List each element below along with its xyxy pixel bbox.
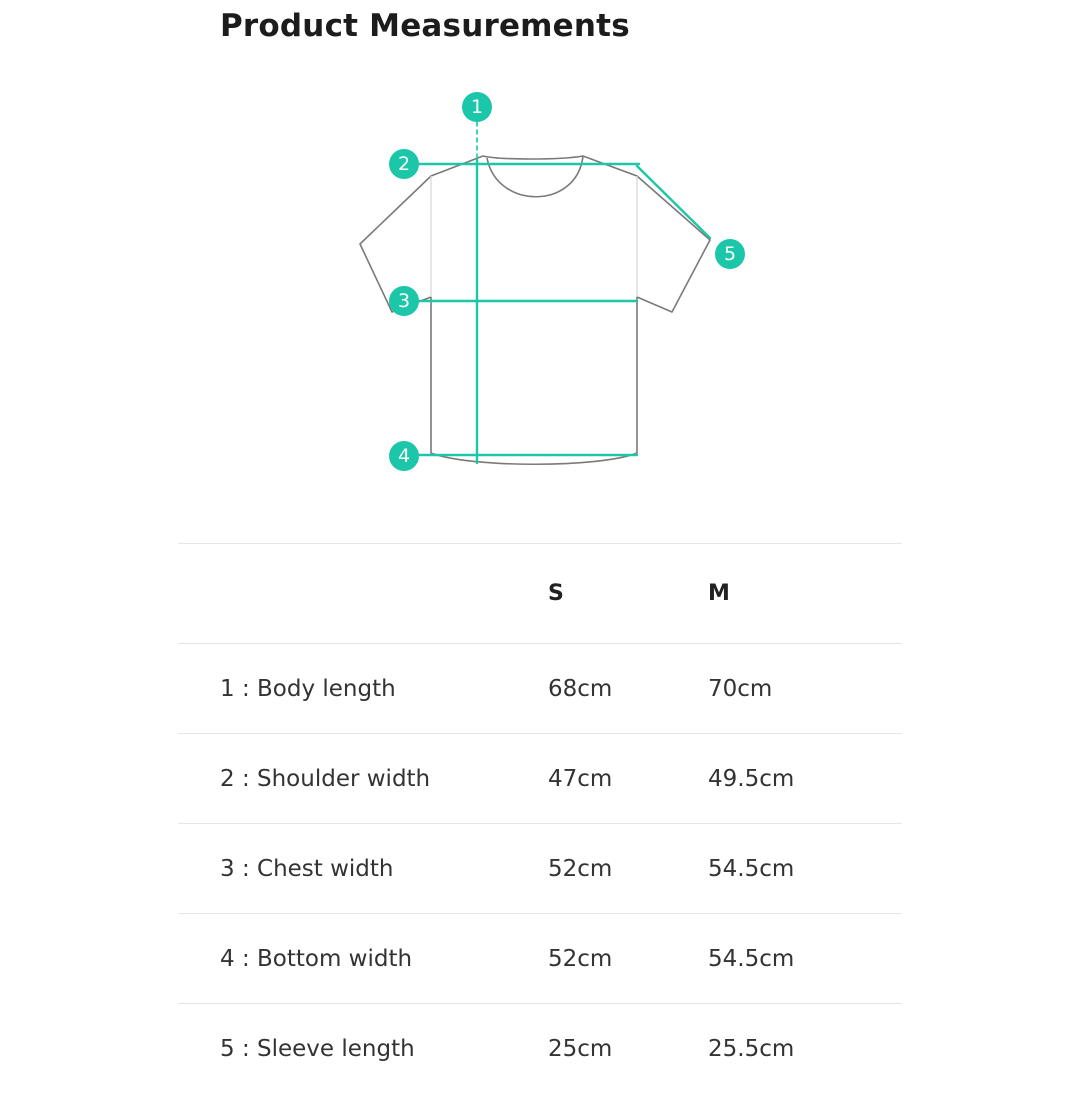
size-s-value: 68cm bbox=[548, 675, 613, 702]
row-label: 3 : Chest width bbox=[220, 855, 394, 882]
table-row bbox=[178, 643, 902, 733]
table-row bbox=[178, 913, 902, 1003]
marker-1 bbox=[462, 92, 492, 122]
marker-4-label: 4 bbox=[397, 445, 411, 467]
size-m-value: 70cm bbox=[708, 675, 773, 702]
size-m-value: 25.5cm bbox=[708, 1035, 795, 1062]
marker-1-label: 1 bbox=[470, 96, 484, 118]
row-label: 2 : Shoulder width bbox=[220, 765, 431, 792]
row-label: 1 : Body length bbox=[220, 675, 396, 702]
measurements-table bbox=[178, 543, 902, 1093]
tshirt-measurement-diagram bbox=[0, 0, 1080, 540]
marker-3 bbox=[389, 286, 419, 316]
marker-2 bbox=[389, 149, 419, 179]
sleeve-length-line bbox=[637, 166, 710, 238]
row-label: 5 : Sleeve length bbox=[220, 1035, 415, 1062]
marker-5-label: 5 bbox=[723, 243, 737, 265]
table-row bbox=[178, 823, 902, 913]
size-s-value: 25cm bbox=[548, 1035, 613, 1062]
header-size-m: M bbox=[708, 581, 730, 606]
size-m-value: 54.5cm bbox=[708, 945, 795, 972]
page-title: Product Measurements bbox=[220, 8, 630, 44]
header-size-s: S bbox=[548, 581, 564, 606]
size-s-value: 52cm bbox=[548, 945, 613, 972]
size-s-value: 52cm bbox=[548, 855, 613, 882]
tshirt-collar bbox=[487, 156, 583, 197]
size-m-value: 49.5cm bbox=[708, 765, 795, 792]
marker-5 bbox=[715, 239, 745, 269]
table-row bbox=[178, 733, 902, 823]
marker-2-label: 2 bbox=[397, 153, 411, 175]
size-m-value: 54.5cm bbox=[708, 855, 795, 882]
marker-3-label: 3 bbox=[397, 290, 411, 312]
marker-4 bbox=[389, 441, 419, 471]
size-s-value: 47cm bbox=[548, 765, 613, 792]
table-header-row bbox=[178, 543, 902, 643]
row-label: 4 : Bottom width bbox=[220, 945, 413, 972]
